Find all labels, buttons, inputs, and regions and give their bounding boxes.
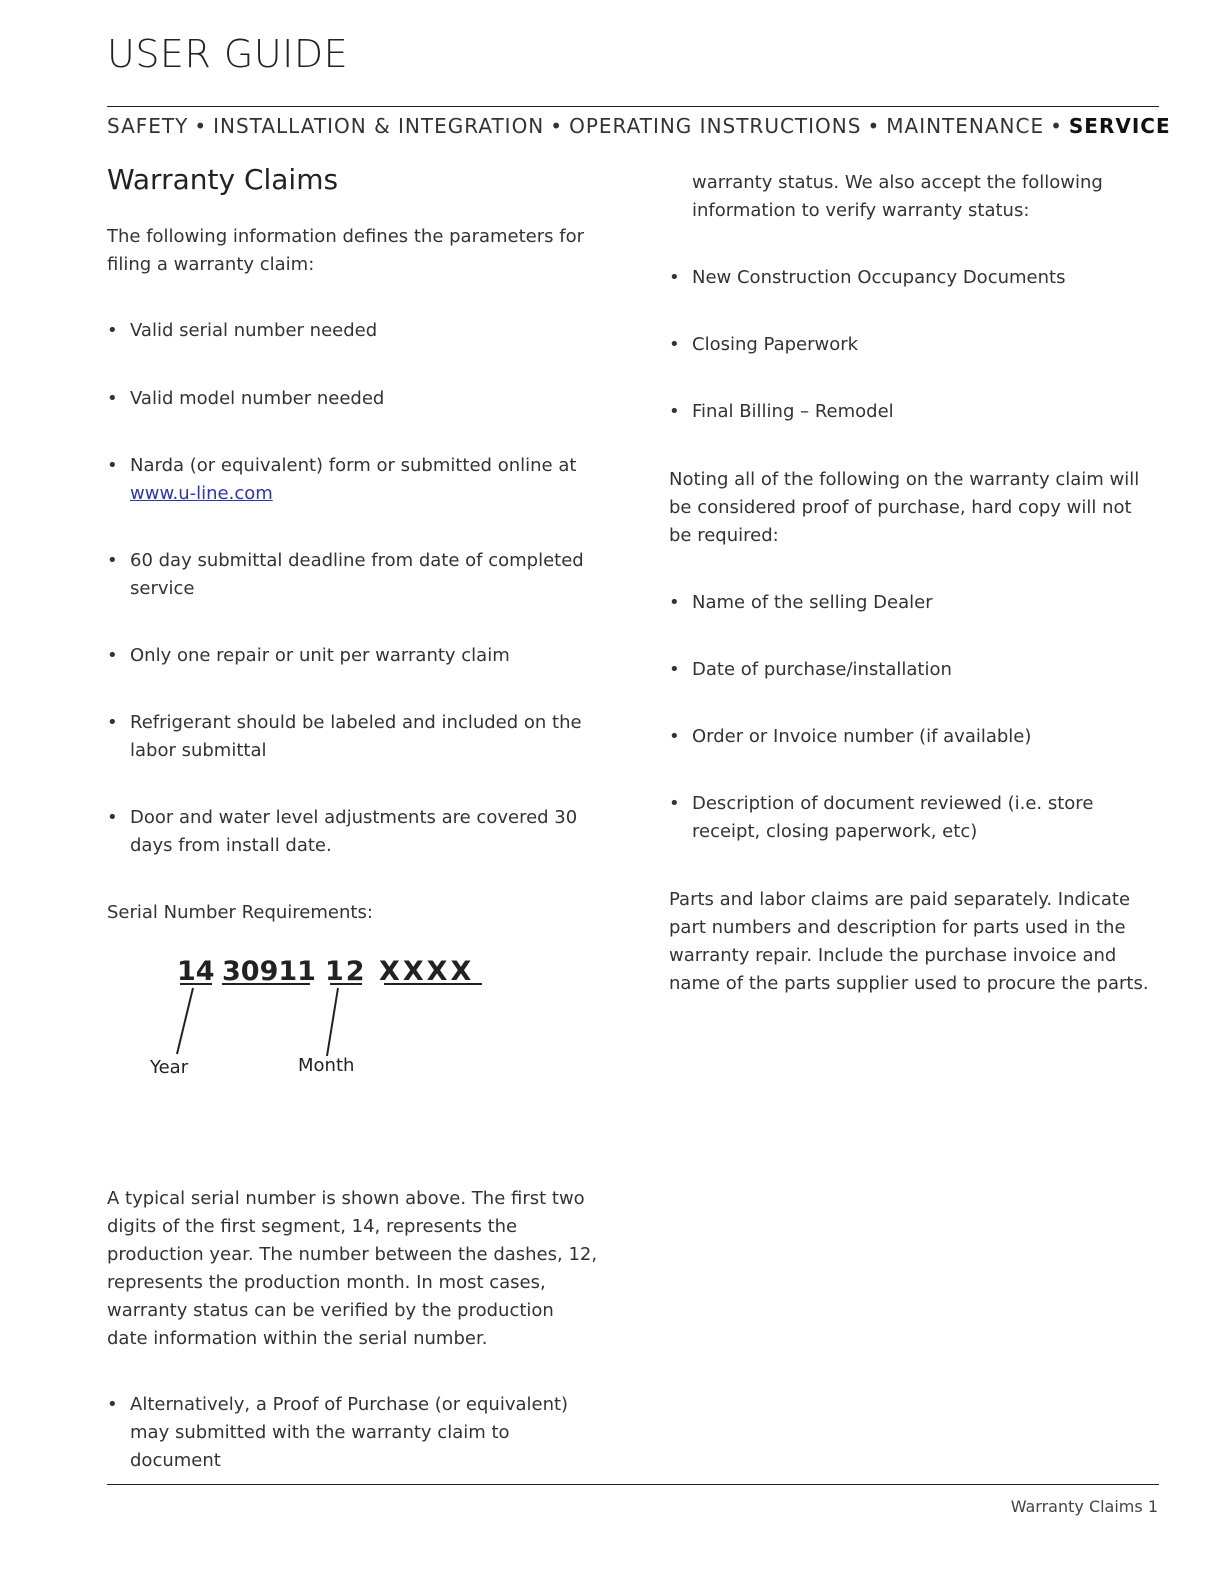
pointer-year xyxy=(177,988,193,1054)
requirements-list xyxy=(107,317,599,860)
intro-paragraph: The following information defines the parameters for filing a warranty claim: xyxy=(107,226,585,275)
alternative-list xyxy=(107,1391,599,1475)
left-column xyxy=(107,163,597,196)
serial-segment-month: 12 xyxy=(325,956,367,987)
list-item: • Date of purchase/installation xyxy=(669,656,1159,684)
proof-list xyxy=(669,589,1159,846)
intro-paragraph-wrap xyxy=(107,223,597,279)
page-footer-label: Warranty Claims 1 xyxy=(1010,1497,1158,1516)
nav-item-service: SERVICE xyxy=(1068,114,1171,138)
footer-divider xyxy=(107,1484,1159,1485)
list-item: • Description of document reviewed (i.e. store receipt, closing paperwork, etc) xyxy=(669,790,1159,846)
header-divider xyxy=(107,106,1159,107)
right-continued-wrap xyxy=(692,169,1152,225)
nav-separator: • xyxy=(194,114,208,138)
serial-segment-middle: 30911 xyxy=(222,956,316,987)
list-item: • Closing Paperwork xyxy=(669,331,1159,359)
list-item: • New Construction Occupancy Documents xyxy=(669,264,1159,292)
nav-separator: • xyxy=(1050,114,1063,138)
list-item: • 60 day submittal deadline from date of completed service xyxy=(107,547,599,603)
verify-list xyxy=(669,264,1159,426)
proof-intro-paragraph: Noting all of the following on the warranty claim will be considered proof of purchase, hard copy will not be required: xyxy=(669,469,1140,546)
list-item: • Final Billing – Remodel xyxy=(669,398,1159,426)
list-item: • Narda (or equivalent) form or submitted online at www.u-line.com xyxy=(107,452,599,508)
list-item: • Refrigerant should be labeled and included on the labor submittal xyxy=(107,709,599,765)
explanation-wrap xyxy=(107,1185,599,1353)
nav-separator: • xyxy=(550,114,564,138)
list-item: • Only one repair or unit per warranty claim xyxy=(107,642,599,670)
section-title: Warranty Claims xyxy=(107,163,339,196)
explanation-paragraph: A typical serial number is shown above. The first two digits of the first segment, 14, represents the production year. The number between the dashes, 12, represents the production month. In most cases, warranty status can be verified by the production date information within the serial number. xyxy=(107,1188,598,1349)
parts-labor-wrap xyxy=(669,886,1159,998)
parts-labor-paragraph: Parts and labor claims are paid separately. Indicate part numbers and description for parts used in the warranty repair. Include the purchase invoice and name of the parts supplier used to procure the parts. xyxy=(669,889,1149,994)
serial-segment-year: 14 xyxy=(177,956,215,987)
label-year: Year xyxy=(150,1057,189,1078)
list-item: • Valid serial number needed xyxy=(107,317,599,345)
proof-intro-wrap xyxy=(669,466,1159,550)
nav-item-operating: OPERATING INSTRUCTIONS xyxy=(569,114,862,138)
list-item: • Alternatively, a Proof of Purchase (or equivalent) may submitted with the warranty claim to document xyxy=(107,1391,599,1475)
nav-item-safety: SAFETY xyxy=(107,114,189,138)
nav-separator: • xyxy=(867,114,881,138)
nav-item-installation: INSTALLATION & INTEGRATION xyxy=(213,114,545,138)
list-item: • Valid model number needed xyxy=(107,385,599,413)
serial-heading: Serial Number Requirements: xyxy=(107,902,373,923)
pointer-month xyxy=(327,988,338,1056)
list-item: • Order or Invoice number (if available) xyxy=(669,723,1159,751)
document-title: USER GUIDE xyxy=(107,32,349,76)
continued-paragraph: warranty status. We also accept the following information to verify warranty status: xyxy=(692,172,1103,221)
section-nav xyxy=(107,114,1171,138)
nav-item-maintenance: MAINTENANCE xyxy=(886,114,1045,138)
label-month: Month xyxy=(298,1055,355,1076)
serial-heading-wrap xyxy=(107,899,597,927)
serial-number-diagram xyxy=(140,950,520,1090)
list-item: • Door and water level adjustments are covered 30 days from install date. xyxy=(107,804,599,860)
serial-segment-suffix: XXXX xyxy=(379,956,475,987)
list-item: • Name of the selling Dealer xyxy=(669,589,1159,617)
website-link[interactable]: www.u-line.com xyxy=(130,483,273,504)
